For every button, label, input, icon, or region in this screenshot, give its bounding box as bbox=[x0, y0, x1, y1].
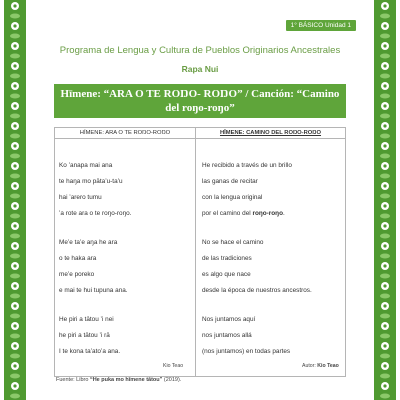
lyric-line-rapanui: I te kona ta’ato’a ana. bbox=[59, 348, 121, 355]
lyric-line-spanish: nos juntamos allá bbox=[202, 332, 252, 339]
lyric-line-spanish: por el camino del roŋo-roŋo. bbox=[202, 210, 285, 217]
lyric-line-spanish: Nos juntamos aquí bbox=[202, 316, 256, 323]
right-column-header: HĪMENE: CAMINO DEL ROŊO-ROŊO bbox=[219, 130, 322, 136]
lyric-line-rapanui: hai ’arero tumu bbox=[59, 194, 102, 201]
lyric-line-spanish: No se hace el camino bbox=[202, 239, 264, 246]
lyric-line-spanish: las ganas de recitar bbox=[202, 178, 258, 185]
lyric-line-spanish: He recibido a través de un brillo bbox=[202, 162, 292, 169]
author-name: Kio Teao bbox=[317, 363, 339, 369]
header-divider bbox=[55, 138, 345, 139]
source-footnote bbox=[56, 377, 181, 383]
lyric-line-rapanui: te haŋa mo pāta’u-ta’u bbox=[59, 178, 123, 185]
song-title-bar bbox=[54, 84, 346, 118]
lyric-line-rapanui: he piri a tātou ’i rā bbox=[59, 332, 110, 339]
grade-unit-badge: 1° BÁSICO Unidad 1 bbox=[286, 20, 356, 31]
footnote-book: “He puka mo hīmene tātou” bbox=[89, 377, 163, 383]
language-subtitle: Rapa Nui bbox=[181, 64, 219, 74]
lyric-line-rapanui: o te haka ara bbox=[59, 255, 97, 262]
left-column-header: HĪMENE: ARA O TE ROŊO-ROŊO bbox=[79, 130, 171, 136]
lyric-line-rapanui: ’a rote ara o te roŋo-roŋo. bbox=[59, 210, 132, 217]
left-author: Kio Teao bbox=[163, 363, 184, 369]
lyric-line-spanish: con la lengua original bbox=[202, 194, 263, 201]
lyric-line-spanish: desde la época de nuestros ancestros. bbox=[202, 287, 312, 294]
lyric-line-rapanui: Me’e ta’e aŋa he ara bbox=[59, 239, 118, 246]
decorative-border-right bbox=[374, 0, 396, 400]
lyric-line-spanish: (nos juntamos) en todas partes bbox=[202, 348, 291, 355]
lyric-line-rapanui: Ko ’anapa mai ana bbox=[59, 162, 113, 169]
right-author bbox=[302, 363, 339, 369]
footnote-year: (2019). bbox=[163, 377, 182, 383]
column-divider bbox=[195, 128, 196, 376]
program-title: Programa de Lengua y Cultura de Pueblos Originarios Ancestrales bbox=[59, 45, 341, 56]
author-label: Autor: bbox=[302, 363, 316, 369]
lyric-line-rapanui: me’e poreko bbox=[59, 271, 95, 278]
lyrics-table bbox=[54, 127, 346, 377]
lyric-line-rapanui: He piri a tātou ’i nei bbox=[59, 316, 114, 323]
lyric-bold-word: roŋo-roŋo bbox=[252, 210, 283, 217]
lyric-line-spanish: es algo que nace bbox=[202, 271, 251, 278]
lyric-line-spanish: de las tradiciones bbox=[202, 255, 252, 262]
lyric-line-text: por el camino del bbox=[202, 210, 251, 217]
footnote-prefix: Fuente: Libro bbox=[56, 377, 89, 383]
lyric-line-rapanui: e mai te hui tupuna ana. bbox=[59, 287, 128, 294]
decorative-border-left bbox=[4, 0, 26, 400]
song-title: Hīmene: “ARA O TE ROŊO- ROŊO” / Canción: “Camino del roŋo-roŋo” bbox=[60, 88, 340, 114]
